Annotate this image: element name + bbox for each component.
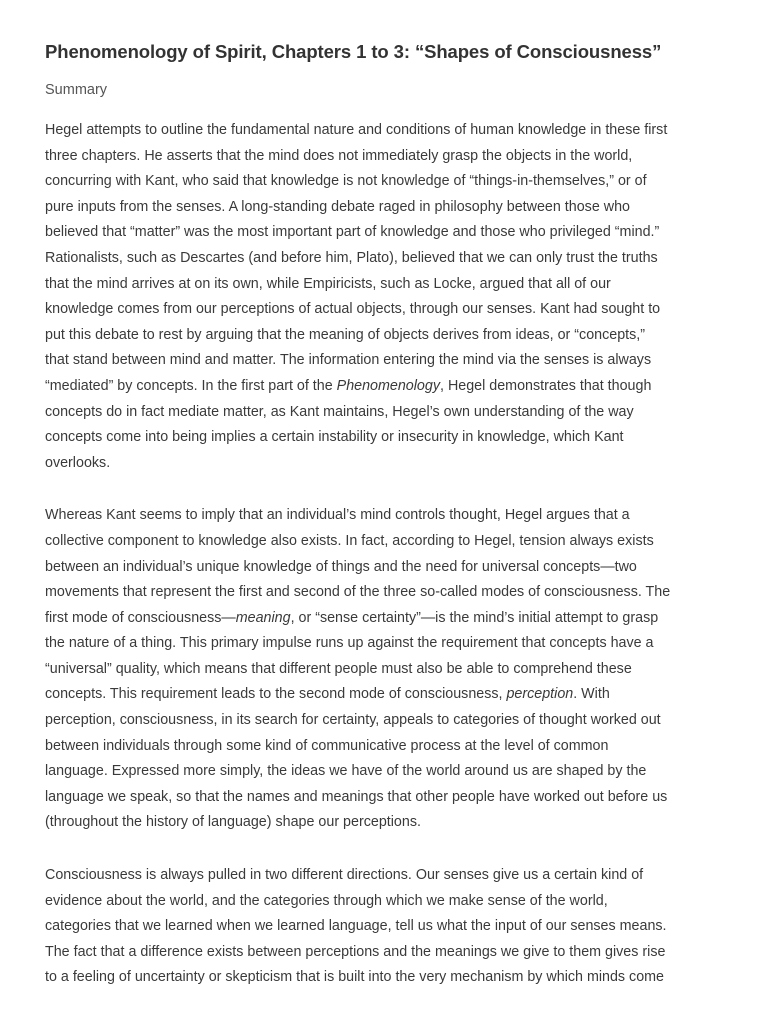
text-segment: concepts come into being implies a certain instability or insecurity in knowledge, which Kant <box>45 429 624 446</box>
text-segment: concurring with Kant, who said that knowledge is not knowledge of “things-in-themselves,” or of <box>45 173 647 190</box>
text-segment: three chapters. He asserts that the mind does not immediately grasp the objects in the world, <box>45 147 633 164</box>
text-line <box>45 580 730 606</box>
text-segment: that stand between mind and matter. The information entering the mind via the senses is always <box>45 352 652 369</box>
text-line <box>45 863 730 889</box>
italic-text: Phenomenology <box>336 377 440 394</box>
text-line <box>45 451 730 477</box>
text-segment: concepts. This requirement leads to the second mode of consciousness, <box>45 686 507 703</box>
text-segment: Rationalists, such as Descartes (and before him, Plato), believed that we can only trust the truths <box>45 249 658 266</box>
text-segment: , or “sense certainty”—is the mind’s initial attempt to grasp <box>290 609 659 626</box>
text-segment: The fact that a difference exists between perceptions and the meanings we give to them gives rise <box>45 943 666 960</box>
text-line <box>45 810 730 836</box>
section-label: Summary <box>45 82 108 98</box>
text-segment: language we speak, so that the names and meanings that other people have worked out before us <box>45 788 668 805</box>
text-segment: knowledge comes from our perceptions of actual objects, through our senses. Kant had sought to <box>45 301 661 318</box>
text-line <box>45 144 730 170</box>
text-line <box>45 348 730 374</box>
text-segment: first mode of consciousness— <box>45 609 236 626</box>
text-line <box>45 759 730 785</box>
text-segment: believed that “matter” was the most important part of knowledge and those who privileged “mind.” <box>45 224 660 241</box>
text-segment: Hegel attempts to outline the fundamental nature and conditions of human knowledge in these first <box>45 122 668 138</box>
text-line <box>45 631 730 657</box>
text-line <box>45 965 730 991</box>
text-line <box>45 374 730 400</box>
text-line <box>45 785 730 811</box>
paragraph-2 <box>45 503 730 836</box>
text-line <box>45 940 730 966</box>
text-segment: between individuals through some kind of communicative process at the level of common <box>45 737 609 754</box>
text-line <box>45 734 730 760</box>
page-title: Phenomenology of Spirit, Chapters 1 to 3: “Shapes of Consciousness” <box>45 41 662 62</box>
text-line <box>45 272 730 298</box>
text-segment: movements that represent the first and second of the three so-called modes of consciousness. The <box>45 584 671 601</box>
document-page <box>45 38 730 991</box>
text-segment: between an individual’s unique knowledge of things and the need for universal concepts—two <box>45 558 637 575</box>
text-line <box>45 297 730 323</box>
text-line <box>45 220 730 246</box>
text-line <box>45 323 730 349</box>
paragraph-1 <box>45 118 730 476</box>
text-line <box>45 606 730 632</box>
text-segment: , Hegel demonstrates that though <box>440 377 652 394</box>
text-segment: language. Expressed more simply, the ideas we have of the world around us are shaped by the <box>45 763 647 780</box>
text-segment: that the mind arrives at on its own, while Empiricists, such as Locke, argued that all of our <box>45 275 611 292</box>
text-line <box>45 914 730 940</box>
paragraph-3 <box>45 863 730 991</box>
text-line <box>45 246 730 272</box>
italic-text: meaning <box>235 609 291 626</box>
text-line <box>45 425 730 451</box>
text-line <box>45 118 730 144</box>
text-line <box>45 889 730 915</box>
text-segment: “universal” quality, which means that different people must also be able to comprehend these <box>45 660 632 677</box>
text-segment: collective component to knowledge also exists. In fact, according to Hegel, tension always exists <box>45 532 654 549</box>
text-line <box>45 529 730 555</box>
text-segment: categories that we learned when we learned language, tell us what the input of our senses means. <box>45 918 667 935</box>
text-segment: Whereas Kant seems to imply that an individual’s mind controls thought, Hegel argues that a <box>45 507 630 524</box>
text-line <box>45 169 730 195</box>
text-segment: evidence about the world, and the categories through which we make sense of the world, <box>45 892 608 909</box>
text-segment: “mediated” by concepts. In the first part of the <box>45 377 337 394</box>
text-line <box>45 555 730 581</box>
text-line <box>45 682 730 708</box>
text-line <box>45 503 730 529</box>
text-line <box>45 708 730 734</box>
text-segment: . With <box>573 686 610 703</box>
text-segment: overlooks. <box>45 454 111 471</box>
text-line <box>45 657 730 683</box>
text-segment: pure inputs from the senses. A long-standing debate raged in philosophy between those who <box>45 198 630 215</box>
text-segment: to a feeling of uncertainty or skepticism that is built into the very mechanism by which minds come <box>45 969 665 986</box>
text-segment: concepts do in fact mediate matter, as Kant maintains, Hegel’s own understanding of the way <box>45 403 634 420</box>
text-segment: perception, consciousness, in its search for certainty, appeals to categories of thought worked out <box>45 712 661 729</box>
text-line <box>45 195 730 221</box>
text-segment: (throughout the history of language) shape our perceptions. <box>45 814 421 831</box>
text-segment: put this debate to rest by arguing that the meaning of objects derives from ideas, or “concepts,” <box>45 326 646 343</box>
text-segment: the nature of a thing. This primary impulse runs up against the requirement that concepts have a <box>45 635 654 652</box>
text-line <box>45 400 730 426</box>
italic-text: perception <box>506 686 574 703</box>
text-segment: Consciousness is always pulled in two different directions. Our senses give us a certain kind of <box>45 867 644 884</box>
